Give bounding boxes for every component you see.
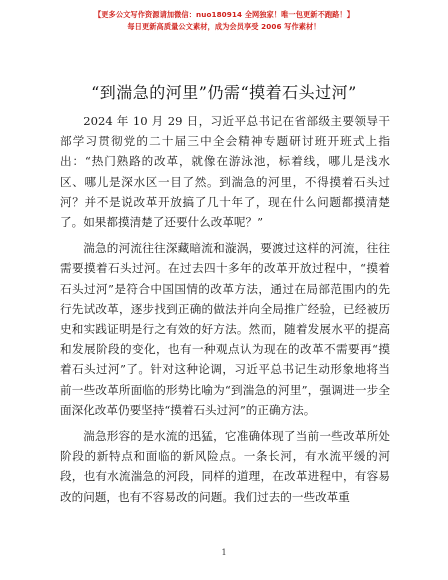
paragraph-3: 湍急形容的是水流的迅猛，它准确体现了当前一些改革所处阶段的新特点和面临的新风险点。一条长河，有水流平缓的河段，也有水流湍急的河段，同样的道理，在改革进程中，有容易改的问题，也有不容易改的问题。我们过去的一些改革重 — [60, 429, 390, 504]
paragraph-1: 2024 年 10 月 29 日，习近平总书记在省部级主要领导干部学习贯彻党的二十届三中全会精神专题研讨班开班式上指出：“热门熟路的改革，就像在游泳池，标着线，哪儿是浅水区、哪儿是深水区一目了然。到湍急的河里，不得摸着石头过河？并不是说改革开放搞了几十年了，现在什么问题都摸清楚了。如果都摸清楚了还要什么改革呢？” — [60, 114, 390, 230]
promo-banner-line-2: 每日更新高质量公文素材，成为会员享受 2006 写作素材！ — [127, 22, 321, 31]
paragraph-2: 湍急的河流往往深藏暗流和漩涡，要渡过这样的河流，往往需要摸着石头过河。在过去四十多年的改革开放过程中，“摸着石头过河”是符合中国国情的改革方法，通过在局部范围内的先行先试改革，逐步找到正确的做法并向全局推广经验，已经被历史和实践证明是行之有效的好方法。然而，随着发展水平的提高和发展阶段的变化，也有一种观点认为现在的改革不需要再“摸着石头过河”了。针对这种论调，习近平总书记生动形象地将当前一些改革所面临的形势比喻为“到湍急的河里”，强调进一步全面深化改革仍要坚持“摸着石头过河”的正确方法。 — [60, 241, 390, 417]
promo-banner-line-1: 【更多公文写作资源请加微信：nuo180914 全网独家！唯一包更新不跑路！】 — [93, 10, 355, 19]
document-title: “到湍急的河里”仍需“摸着石头过河” — [91, 83, 357, 102]
document-body — [60, 111, 390, 507]
page-number: 1 — [221, 548, 227, 557]
